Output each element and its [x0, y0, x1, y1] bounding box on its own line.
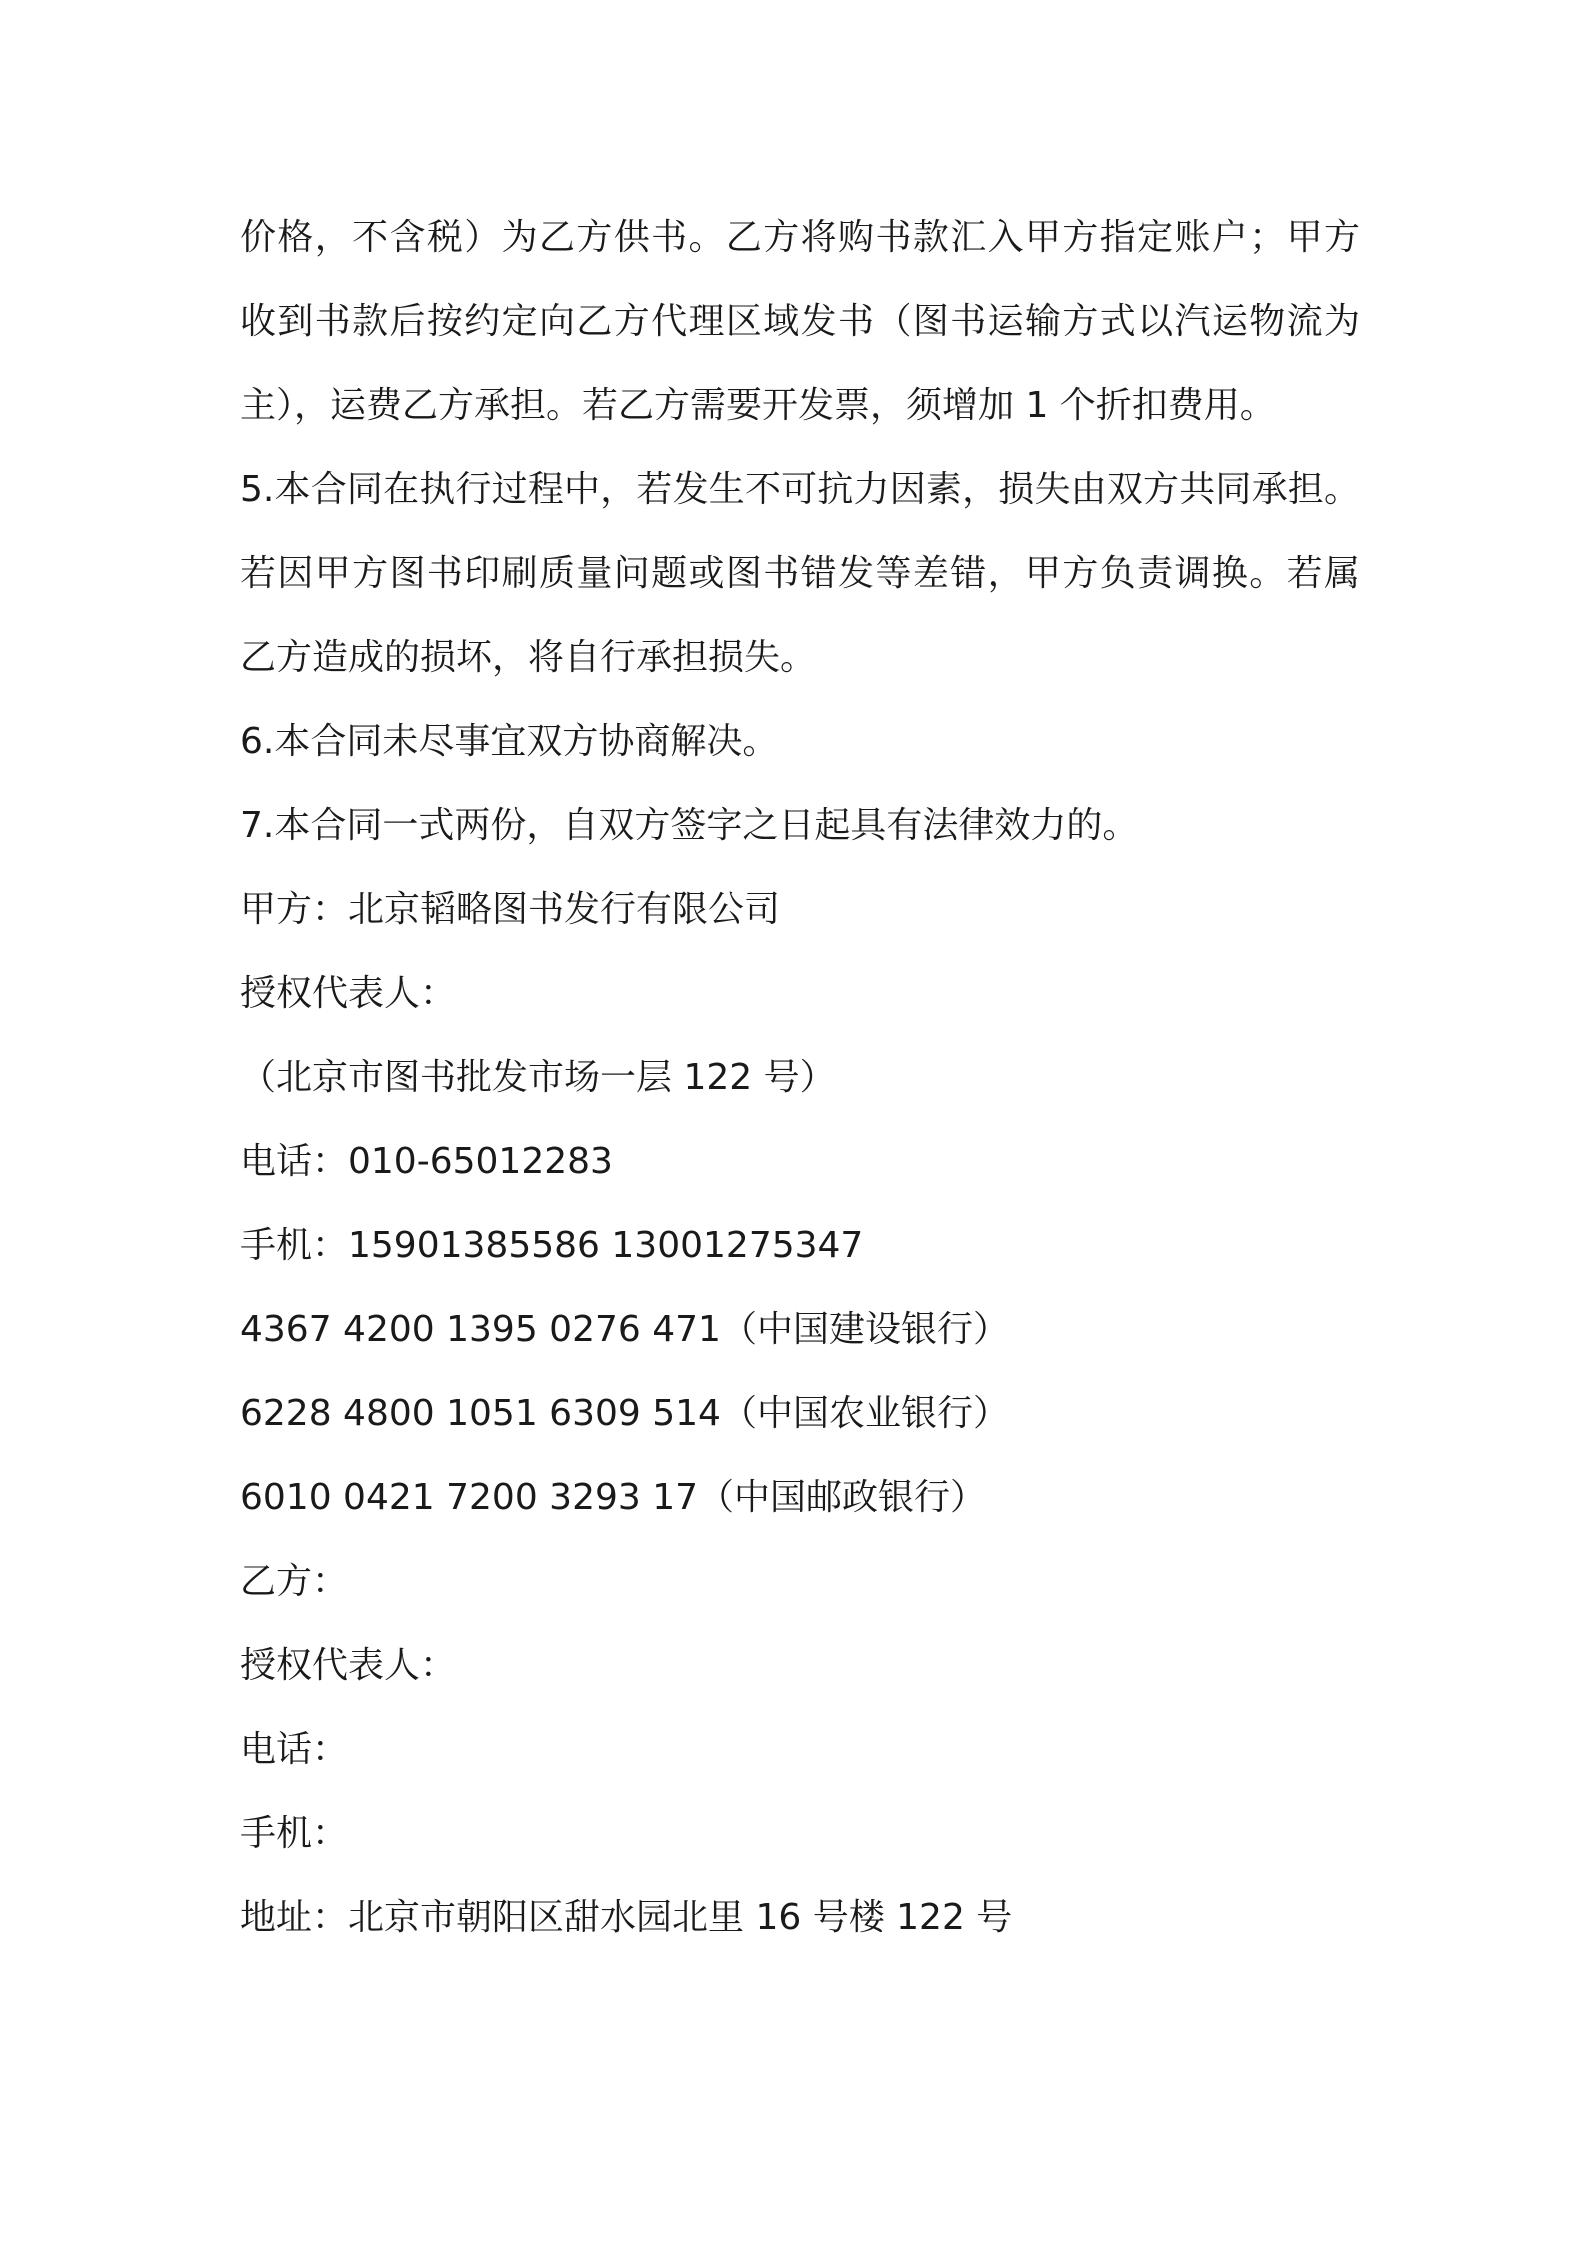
bank-account-abc: 6228 4800 1051 6309 514（中国农业银行） [240, 1393, 1009, 1434]
party-a-mobile: 手机：15901385586 13001275347 [240, 1225, 864, 1266]
party-b-name: 乙方： [240, 1561, 349, 1602]
paragraph-line: 价格，不含税）为乙方供书。乙方将购书款汇入甲方指定账户；甲方 [240, 217, 1360, 258]
party-b-mobile: 手机： [240, 1813, 349, 1854]
paragraph-line: 收到书款后按约定向乙方代理区域发书（图书运输方式以汽运物流为 [240, 301, 1360, 342]
document-body [240, 196, 1360, 1960]
party-b-phone: 电话： [240, 1729, 349, 1770]
party-b-address: 地址：北京市朝阳区甜水园北里 16 号楼 122 号 [240, 1897, 1013, 1938]
clause-5-line: 若因甲方图书印刷质量问题或图书错发等差错，甲方负责调换。若属 [240, 553, 1360, 594]
party-a-phone: 电话：010-65012283 [240, 1141, 613, 1182]
clause-5-line: 5.本合同在执行过程中，若发生不可抗力因素，损失由双方共同承担。 [240, 469, 1360, 510]
party-a-representative: 授权代表人： [240, 973, 457, 1014]
party-b-representative: 授权代表人： [240, 1645, 457, 1686]
clause-7-line: 7.本合同一式两份，自双方签字之日起具有法律效力的。 [240, 805, 1139, 846]
party-a-address: （北京市图书批发市场一层 122 号） [240, 1057, 836, 1098]
party-a-name: 甲方：北京韬略图书发行有限公司 [240, 889, 781, 930]
paragraph-line: 主），运费乙方承担。若乙方需要开发票，须增加 1 个折扣费用。 [240, 385, 1276, 426]
bank-account-ccb: 4367 4200 1395 0276 471（中国建设银行） [240, 1309, 1009, 1350]
clause-5-line: 乙方造成的损坏，将自行承担损失。 [240, 637, 817, 678]
clause-6-line: 6.本合同未尽事宜双方协商解决。 [240, 721, 779, 762]
bank-account-postal: 6010 0421 7200 3293 17（中国邮政银行） [240, 1477, 987, 1518]
